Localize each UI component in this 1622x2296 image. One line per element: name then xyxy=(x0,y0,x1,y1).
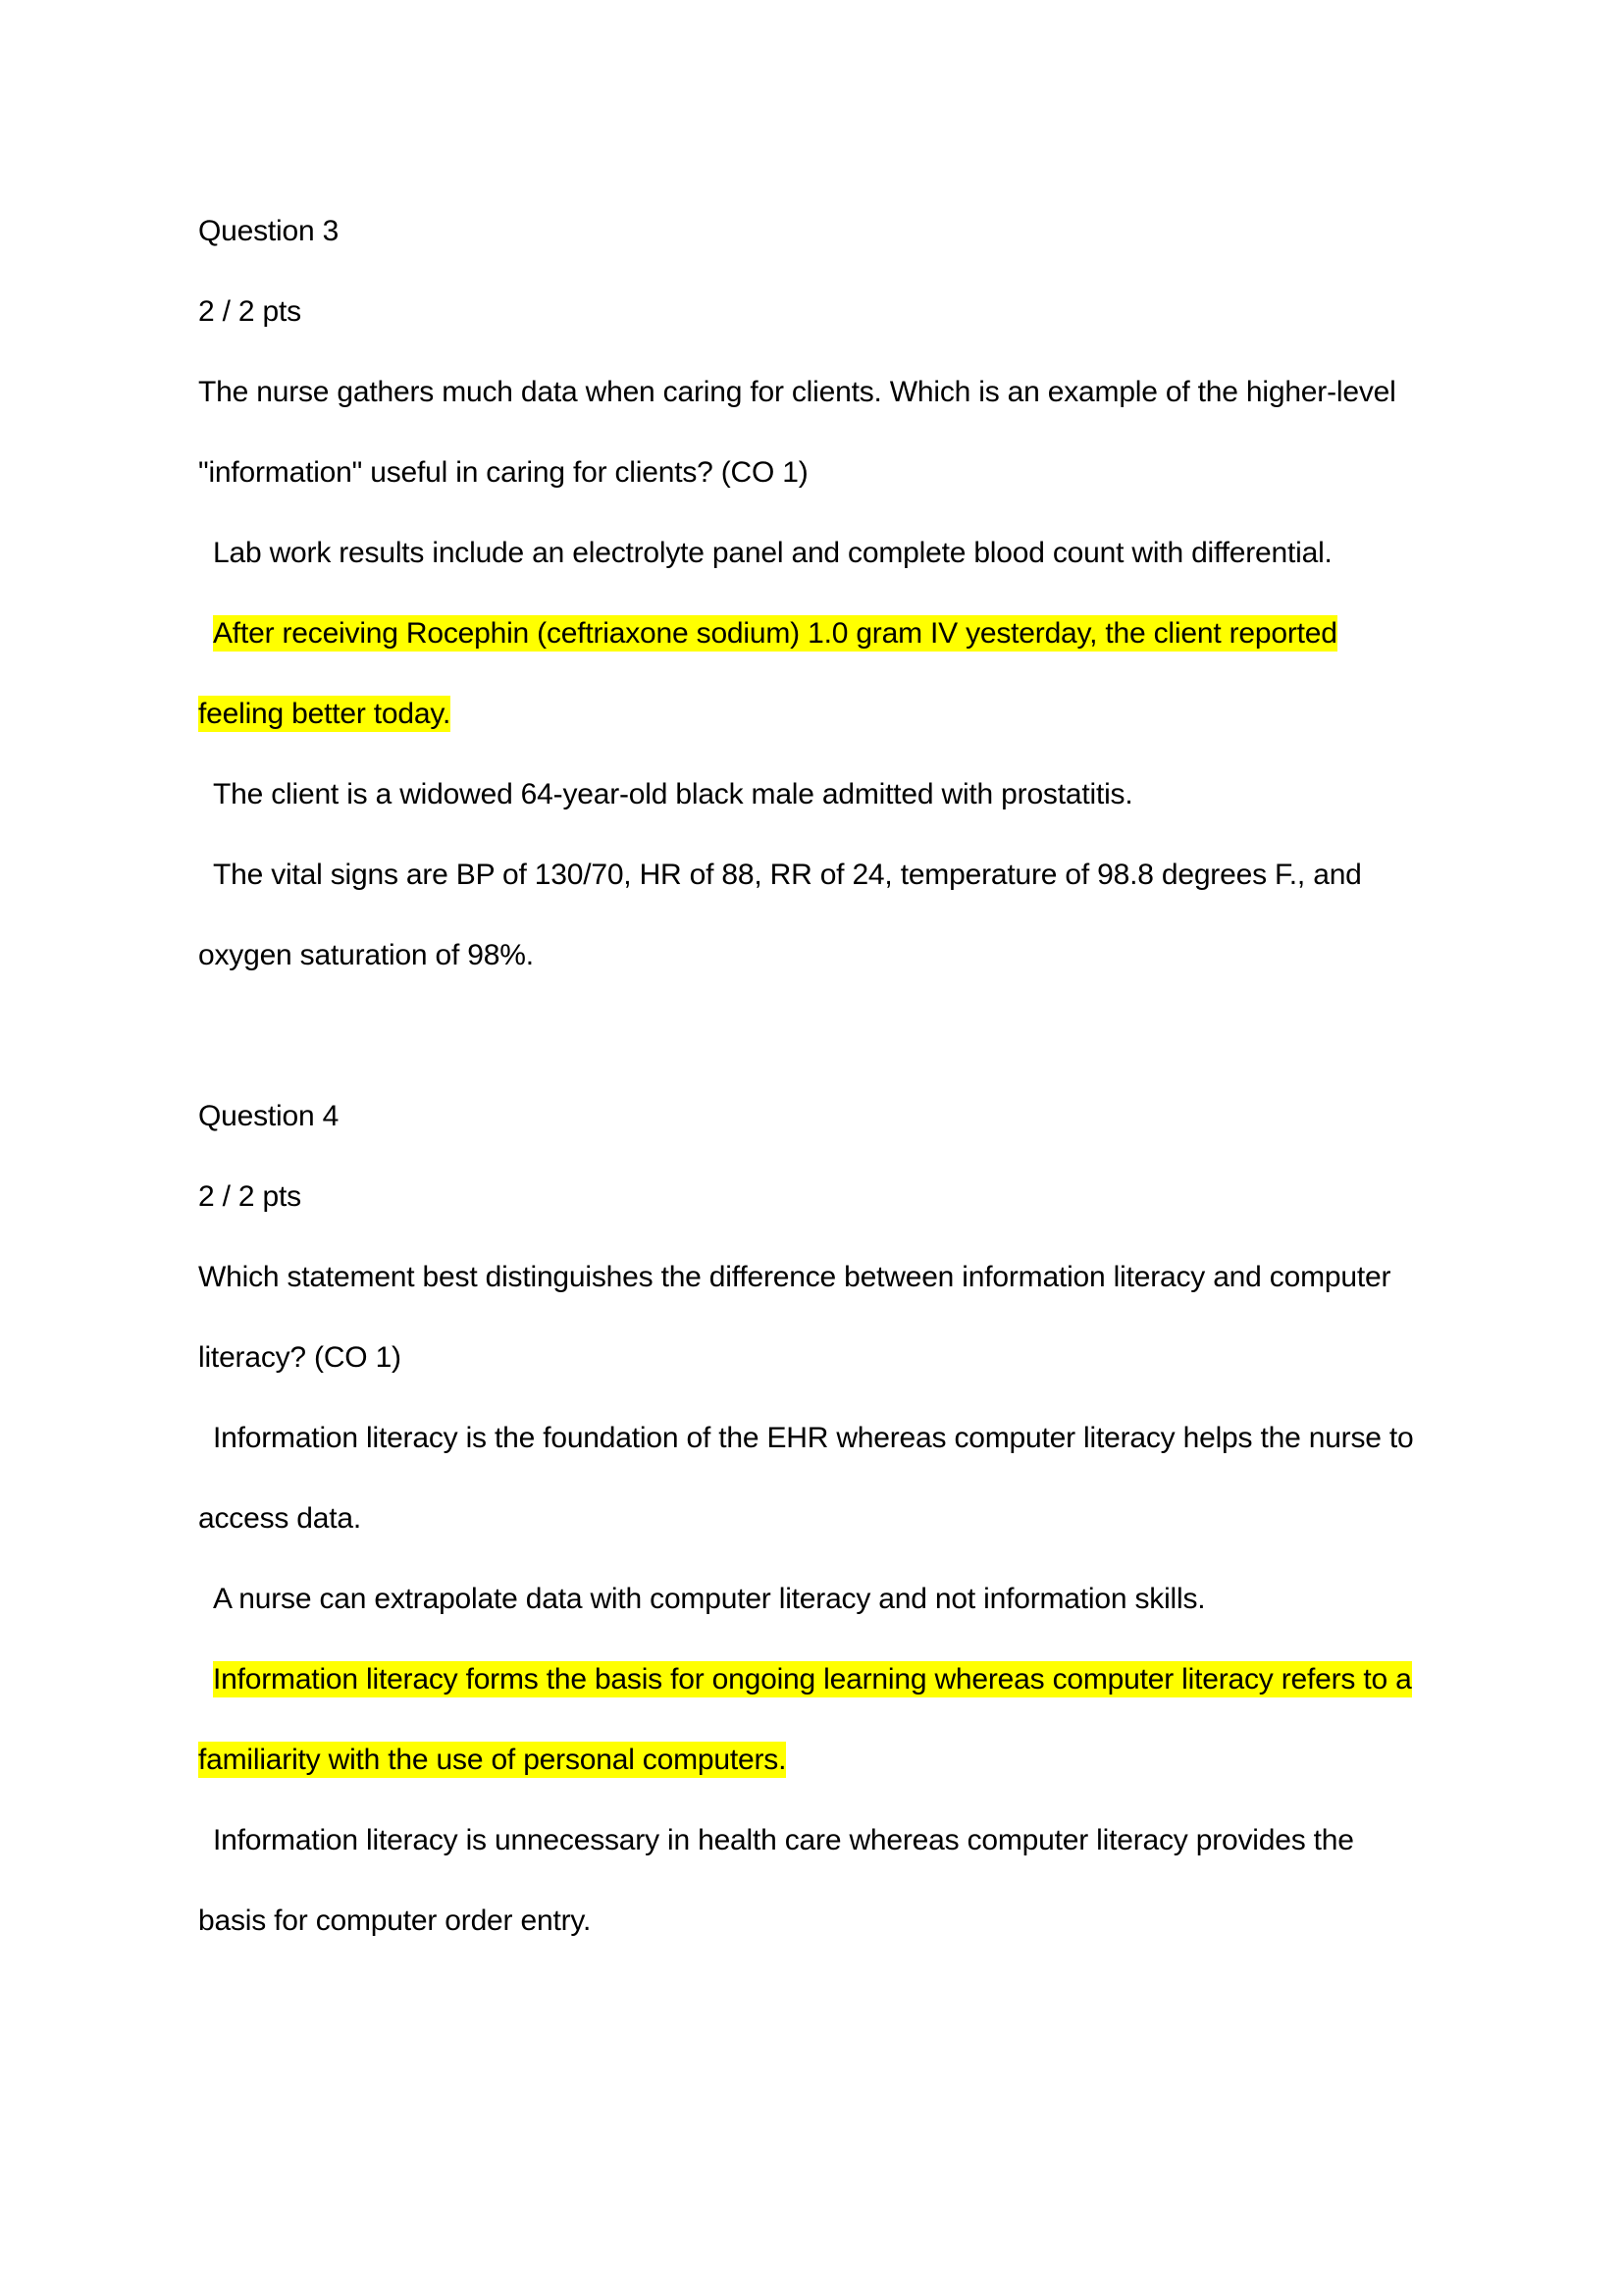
answer-option xyxy=(198,513,1474,594)
answer-option-selected-continued xyxy=(198,674,1474,755)
question-prompt-line: Which statement best distinguishes the difference between information literacy and computer xyxy=(198,1261,1391,1293)
answer-option-selected xyxy=(198,594,1474,674)
question-prompt-line: literacy? (CO 1) xyxy=(198,1341,401,1374)
answer-option-text: The vital signs are BP of 130/70, HR of 88, RR of 24, temperature of 98.8 degrees F., and xyxy=(213,859,1362,891)
answer-option-text: access data. xyxy=(198,1502,362,1535)
answer-option-selected xyxy=(198,1640,1474,1720)
answer-option-text: The client is a widowed 64-year-old black male admitted with prostatitis. xyxy=(213,778,1133,810)
question-points: 2 / 2 pts xyxy=(198,1180,301,1213)
document-page xyxy=(198,191,1474,1961)
answer-option-text: basis for computer order entry. xyxy=(198,1905,592,1937)
answer-option-continued xyxy=(198,1479,1474,1559)
answer-option xyxy=(198,1559,1474,1640)
question-points: 2 / 2 pts xyxy=(198,295,301,328)
question-prompt-line: "information" useful in caring for clients? (CO 1) xyxy=(198,456,809,489)
highlighted-answer-text: After receiving Rocephin (ceftriaxone sodium) 1.0 gram IV yesterday, the client reported xyxy=(213,617,1337,650)
answer-option xyxy=(198,755,1474,835)
answer-option-selected-continued xyxy=(198,1720,1474,1800)
answer-option-continued xyxy=(198,1881,1474,1961)
question-title: Question 4 xyxy=(198,1100,340,1132)
answer-option-continued xyxy=(198,915,1474,996)
answer-option-text: A nurse can extrapolate data with computer literacy and not information skills. xyxy=(213,1583,1206,1615)
answer-option xyxy=(198,1800,1474,1881)
answer-option-text: Lab work results include an electrolyte panel and complete blood count with differential. xyxy=(213,537,1333,569)
question-title: Question 3 xyxy=(198,215,340,247)
answer-option xyxy=(198,835,1474,915)
question-3 xyxy=(198,191,1474,996)
answer-option-text: oxygen saturation of 98%. xyxy=(198,939,534,971)
highlighted-answer-text: Information literacy forms the basis for ongoing learning whereas computer literacy refers to a xyxy=(213,1663,1412,1696)
question-prompt-line: The nurse gathers much data when caring for clients. Which is an example of the higher-level xyxy=(198,376,1396,408)
highlighted-answer-text: feeling better today. xyxy=(198,698,451,730)
answer-option xyxy=(198,1398,1474,1479)
highlighted-answer-text: familiarity with the use of personal computers. xyxy=(198,1744,787,1776)
question-4 xyxy=(198,1076,1474,1961)
section-spacer xyxy=(198,996,1474,1076)
answer-option-text: Information literacy is the foundation of the EHR whereas computer literacy helps the nurse to xyxy=(213,1422,1414,1454)
answer-option-text: Information literacy is unnecessary in health care whereas computer literacy provides the xyxy=(213,1824,1354,1856)
